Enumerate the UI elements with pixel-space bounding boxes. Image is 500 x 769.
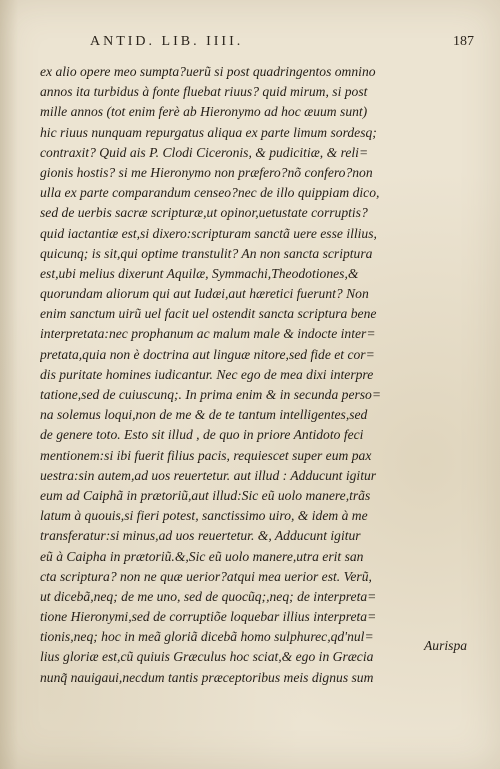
text-line: eũ à Caipha in prætoriũ.&,Sic eũ uolo manere,utra erit san <box>40 548 364 564</box>
text-line: mille annos (tot enim ferè ab Hieronymo ad hoc æuum sunt) <box>40 104 368 120</box>
text-line: gionis hostis? si me Hieronymo non præfero?nõ confero?non <box>40 164 373 180</box>
text-line: dis puritate homines iudicantur. Nec ego de mea dixi interpre <box>40 366 374 382</box>
text-line: contraxit? Quid ais P. Clodi Ciceronis, & pudicitiæ, & reli= <box>40 144 369 160</box>
text-line: quorundam aliorum qui aut Iudæi,aut hæretici fuerunt? Non <box>40 286 369 302</box>
text-line: transferatur:si minus,ad uos reuertetur. &, Adducunt igitur <box>40 528 361 544</box>
text-line: nunq̃ nauigaui,necdum tantis præceptoribus meis dignus sum <box>40 669 374 685</box>
text-line: quid iactantiæ est,si dixero:scripturam sanctã uere esse illius, <box>40 225 377 241</box>
text-line: quicunq; is sit,qui optime transtulit? An non sancta scriptura <box>40 245 373 261</box>
text-line: ex alio opere meo sumpta?uerũ si post quadringentos omnino <box>40 64 376 79</box>
text-line: interpretata:nec prophanum ac malum male & indocte inter= <box>40 326 376 342</box>
text-line: de genere toto. Esto sit illud , de quo in priore Antidoto feci <box>40 427 364 443</box>
text-line: na solemus loqui,non de me & de te tantum intelligentes,sed <box>40 407 368 423</box>
running-head: ANTID. LIB. IIII. <box>90 34 244 49</box>
text-line: est,ubi melius dixerunt Aquilæ, Symmachi,Theodotiones,& <box>40 265 359 281</box>
text-line: eum ad Caiphã in prætoriũ,aut illud:Sic eũ uolo manere,trãs <box>40 487 371 503</box>
text-line: annos ita turbidus à fonte fluebat riuus? quid mirum, si post <box>40 84 368 100</box>
text-line: sed de uerbis sacræ scripturæ,ut opinor,uetustate corruptis? <box>40 205 368 221</box>
text-line: latum à quouis,si fieri potest, sanctissimo uiro, & idem à me <box>40 508 368 524</box>
text-line: cta scriptura? non ne quæ uerior?atqui mea uerior est. Verũ, <box>40 568 372 584</box>
text-line: ut dicebã,neq; de me uno, sed de quocũq;,neq; de interpreta= <box>40 588 377 604</box>
text-line: enim sanctum uirũ uel facit uel ostendit sancta scriptura bene <box>40 306 377 322</box>
text-line: tatione,sed de cuiuscunq;. In prima enim & in secunda perso= <box>40 387 382 402</box>
body-text <box>40 62 472 688</box>
page-number: 187 <box>453 34 474 49</box>
text-line: tionis,neq; hoc in meã gloriã dicebã homo sulphurec,qd'nul= <box>40 629 374 645</box>
catchword: Aurispa <box>424 638 468 653</box>
text-line: uestra:sin autem,ad uos reuertetur. aut illud : Adducunt igitur <box>40 467 377 483</box>
text-line: hic riuus nunquam repurgatus aliqua ex parte limum sordesq; <box>40 124 377 140</box>
text-line: tione Hieronymi,sed de corruptiõe loquebar illius interpreta= <box>40 609 377 625</box>
page-header <box>90 34 480 56</box>
text-line: lius gloriæ est,cũ quiuis Græculus hoc sciat,& ego in Græcia <box>40 649 374 665</box>
text-line: pretata,quia non è doctrina aut linguæ nitore,sed fide et cor= <box>40 346 375 362</box>
text-line: ulla ex parte comparandum censeo?nec de illo quippiam dico, <box>40 185 380 201</box>
text-line: mentionem:si ibi fuerit filius pacis, requiescet super eum pax <box>40 447 372 463</box>
